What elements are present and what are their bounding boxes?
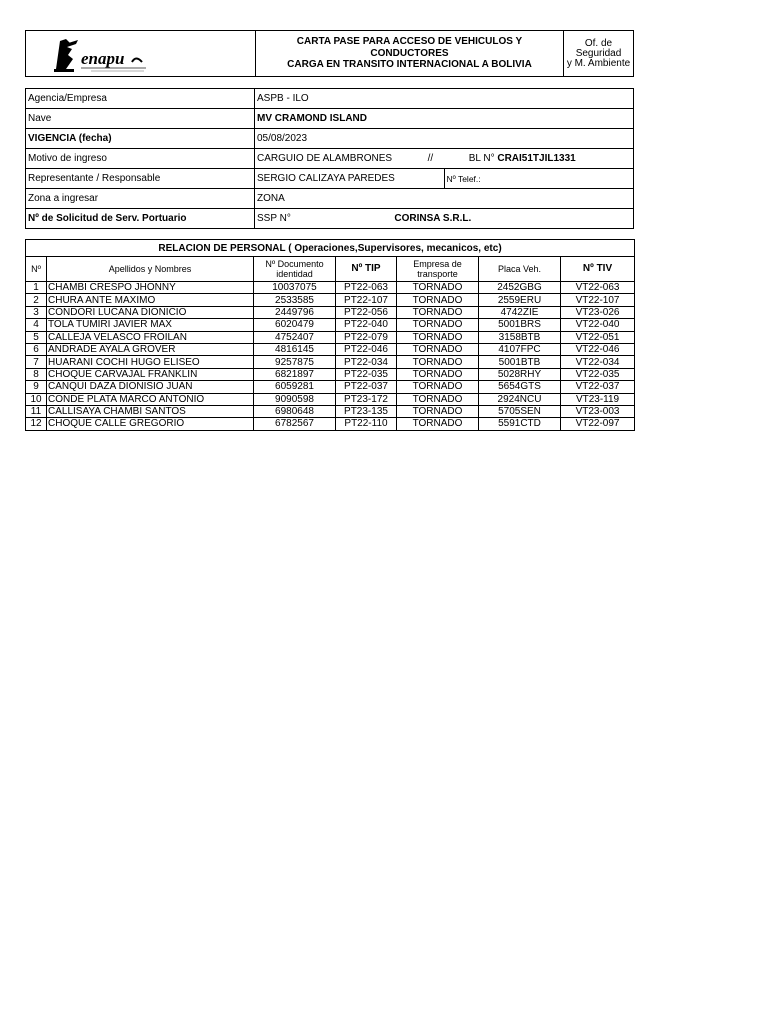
cell-no: 3 — [26, 306, 47, 318]
cell-name: CHOQUE CARVAJAL FRANKLIN — [47, 368, 254, 380]
title-line-1: CARTA PASE PARA ACCESO DE VEHICULOS Y — [296, 36, 523, 48]
cell-plate: 5028RHY — [479, 368, 561, 380]
cell-tiv: VT22-035 — [561, 368, 635, 380]
cell-tip: PT22-037 — [336, 381, 397, 393]
col-header-doc: Nº Documento identidad — [254, 257, 336, 282]
agency-label: Agencia/Empresa — [26, 89, 255, 109]
col-header-no: Nº — [26, 257, 47, 282]
table-row — [26, 393, 635, 405]
col-header-name: Apellidos y Nombres — [47, 257, 254, 282]
cell-plate: 5001BRS — [479, 319, 561, 331]
request-row — [26, 209, 634, 229]
cell-name: CALLEJA VELASCO FROILAN — [47, 331, 254, 343]
table-row — [26, 319, 635, 331]
cell-tiv: VT22-063 — [561, 282, 635, 294]
office-line-1: Of. de Seguridad — [575, 37, 622, 59]
zone-row — [26, 189, 634, 209]
cell-tip: PT22-035 — [336, 368, 397, 380]
representative-label: Representante / Responsable — [26, 169, 255, 189]
bl-value: CRAI51TJIL1331 — [497, 153, 576, 164]
cell-tip: PT22-040 — [336, 319, 397, 331]
info-table — [25, 88, 634, 229]
cell-tip: PT22-046 — [336, 343, 397, 355]
cell-no: 2 — [26, 294, 47, 306]
cell-doc: 9257875 — [254, 356, 336, 368]
cell-company: TORNADO — [397, 306, 479, 318]
cell-name: HUARANI COCHI HUGO ELISEO — [47, 356, 254, 368]
office-cell — [564, 31, 634, 77]
request-company: CORINSA S.R.L. — [394, 213, 472, 224]
phone-label: Nº Telef.: — [444, 169, 634, 189]
cell-company: TORNADO — [397, 343, 479, 355]
cell-tip: PT23-135 — [336, 405, 397, 417]
staff-caption: RELACION DE PERSONAL ( Operaciones,Supervisores, mecanicos, etc) — [26, 240, 635, 257]
table-row — [26, 405, 635, 417]
table-row — [26, 356, 635, 368]
cell-tiv: VT22-046 — [561, 343, 635, 355]
cell-doc: 6821897 — [254, 368, 336, 380]
cell-no: 10 — [26, 393, 47, 405]
cell-company: TORNADO — [397, 405, 479, 417]
reason-separator: // — [427, 153, 434, 164]
title-line-2: CONDUCTORES — [370, 47, 449, 59]
cell-company: TORNADO — [397, 368, 479, 380]
cell-doc: 6020479 — [254, 319, 336, 331]
cell-name: CHURA ANTE MAXIMO — [47, 294, 254, 306]
bl-label: BL N° — [468, 153, 495, 164]
cell-tiv: VT23-003 — [561, 405, 635, 417]
cell-doc: 10037075 — [254, 282, 336, 294]
cell-plate: 5705SEN — [479, 405, 561, 417]
cell-company: TORNADO — [397, 294, 479, 306]
cell-no: 12 — [26, 418, 47, 430]
cell-company: TORNADO — [397, 418, 479, 430]
representative-value: SERGIO CALIZAYA PAREDES — [255, 169, 445, 189]
reason-cell — [255, 149, 634, 169]
cell-tiv: VT22-107 — [561, 294, 635, 306]
enapu-logo — [26, 31, 255, 76]
ship-row — [26, 109, 634, 129]
request-value: SSP N° — [257, 213, 291, 224]
cell-no: 8 — [26, 368, 47, 380]
staff-caption-row — [26, 240, 635, 257]
cell-doc: 9090598 — [254, 393, 336, 405]
validity-value: 05/08/2023 — [255, 129, 634, 149]
cell-doc: 6980648 — [254, 405, 336, 417]
cell-no: 7 — [26, 356, 47, 368]
cell-company: TORNADO — [397, 282, 479, 294]
cell-no: 5 — [26, 331, 47, 343]
cell-name: CANQUI DAZA DIONISIO JUAN — [47, 381, 254, 393]
table-row — [26, 418, 635, 430]
table-row — [26, 381, 635, 393]
cell-tip: PT22-110 — [336, 418, 397, 430]
cell-plate: 5654GTS — [479, 381, 561, 393]
cell-plate: 2452GBG — [479, 282, 561, 294]
cell-name: TOLA TUMIRI JAVIER MAX — [47, 319, 254, 331]
table-row — [26, 368, 635, 380]
cell-tiv: VT22-040 — [561, 319, 635, 331]
reason-label: Motivo de ingreso — [26, 149, 255, 169]
cell-tip: PT23-172 — [336, 393, 397, 405]
zone-label: Zona a ingresar — [26, 189, 255, 209]
cell-tiv: VT22-051 — [561, 331, 635, 343]
office-line-2: y M. Ambiente — [566, 57, 631, 69]
cell-tiv: VT23-026 — [561, 306, 635, 318]
cell-plate: 4107FPC — [479, 343, 561, 355]
table-row — [26, 282, 635, 294]
cell-no: 9 — [26, 381, 47, 393]
table-row — [26, 331, 635, 343]
table-row — [26, 306, 635, 318]
staff-body — [26, 282, 635, 431]
cell-tiv: VT22-097 — [561, 418, 635, 430]
cell-company: TORNADO — [397, 331, 479, 343]
cell-name: CHOQUE CALLE GREGORIO — [47, 418, 254, 430]
reason-row — [26, 149, 634, 169]
staff-table — [25, 239, 635, 431]
cell-doc: 2449796 — [254, 306, 336, 318]
request-cell — [255, 209, 634, 229]
zone-value: ZONA — [255, 189, 634, 209]
agency-row — [26, 89, 634, 109]
agency-value: ASPB - ILO — [255, 89, 634, 109]
cell-doc: 4752407 — [254, 331, 336, 343]
logo-cell — [26, 31, 256, 77]
svg-text:enapu: enapu — [81, 49, 125, 68]
col-header-company: Empresa de transporte — [397, 257, 479, 282]
cell-company: TORNADO — [397, 319, 479, 331]
cell-name: CONDORI LUCANA DIONICIO — [47, 306, 254, 318]
cell-tip: PT22-056 — [336, 306, 397, 318]
ship-label: Nave — [26, 109, 255, 129]
col-header-plate: Placa Veh. — [479, 257, 561, 282]
cell-name: CHAMBI CRESPO JHONNY — [47, 282, 254, 294]
table-row — [26, 343, 635, 355]
cell-doc: 6059281 — [254, 381, 336, 393]
document-header — [25, 30, 634, 77]
cell-plate: 4742ZIE — [479, 306, 561, 318]
cell-plate: 5591CTD — [479, 418, 561, 430]
col-header-tiv: Nº TIV — [561, 257, 635, 282]
validity-label: VIGENCIA (fecha) — [26, 129, 255, 149]
reason-value: CARGUIO DE ALAMBRONES — [257, 153, 393, 164]
cell-plate: 2924NCU — [479, 393, 561, 405]
cell-doc: 2533585 — [254, 294, 336, 306]
cell-tip: PT22-034 — [336, 356, 397, 368]
cell-no: 11 — [26, 405, 47, 417]
cell-company: TORNADO — [397, 381, 479, 393]
cell-name: CONDE PLATA MARCO ANTONIO — [47, 393, 254, 405]
request-label: Nº de Solicitud de Serv. Portuario — [26, 209, 255, 229]
cell-company: TORNADO — [397, 356, 479, 368]
title-line-3: CARGA EN TRANSITO INTERNACIONAL A BOLIVIA — [287, 59, 532, 71]
col-header-tip: Nº TIP — [336, 257, 397, 282]
cell-no: 4 — [26, 319, 47, 331]
cell-tip: PT22-079 — [336, 331, 397, 343]
staff-header-row — [26, 257, 635, 282]
cell-plate: 5001BTB — [479, 356, 561, 368]
cell-tiv: VT23-119 — [561, 393, 635, 405]
cell-plate: 3158BTB — [479, 331, 561, 343]
cell-no: 1 — [26, 282, 47, 294]
cell-doc: 4816145 — [254, 343, 336, 355]
cell-plate: 2559ERU — [479, 294, 561, 306]
validity-row — [26, 129, 634, 149]
cell-tip: PT22-063 — [336, 282, 397, 294]
cell-tiv: VT22-034 — [561, 356, 635, 368]
cell-name: ANDRADE AYALA GROVER — [47, 343, 254, 355]
table-row — [26, 294, 635, 306]
representative-row — [26, 169, 634, 189]
ship-value: MV CRAMOND ISLAND — [255, 109, 634, 129]
cell-name: CALLISAYA CHAMBI SANTOS — [47, 405, 254, 417]
cell-doc: 6782567 — [254, 418, 336, 430]
cell-tiv: VT22-037 — [561, 381, 635, 393]
cell-no: 6 — [26, 343, 47, 355]
cell-company: TORNADO — [397, 393, 479, 405]
cell-tip: PT22-107 — [336, 294, 397, 306]
enapu-logo-icon — [26, 31, 255, 76]
document-title — [256, 31, 564, 77]
